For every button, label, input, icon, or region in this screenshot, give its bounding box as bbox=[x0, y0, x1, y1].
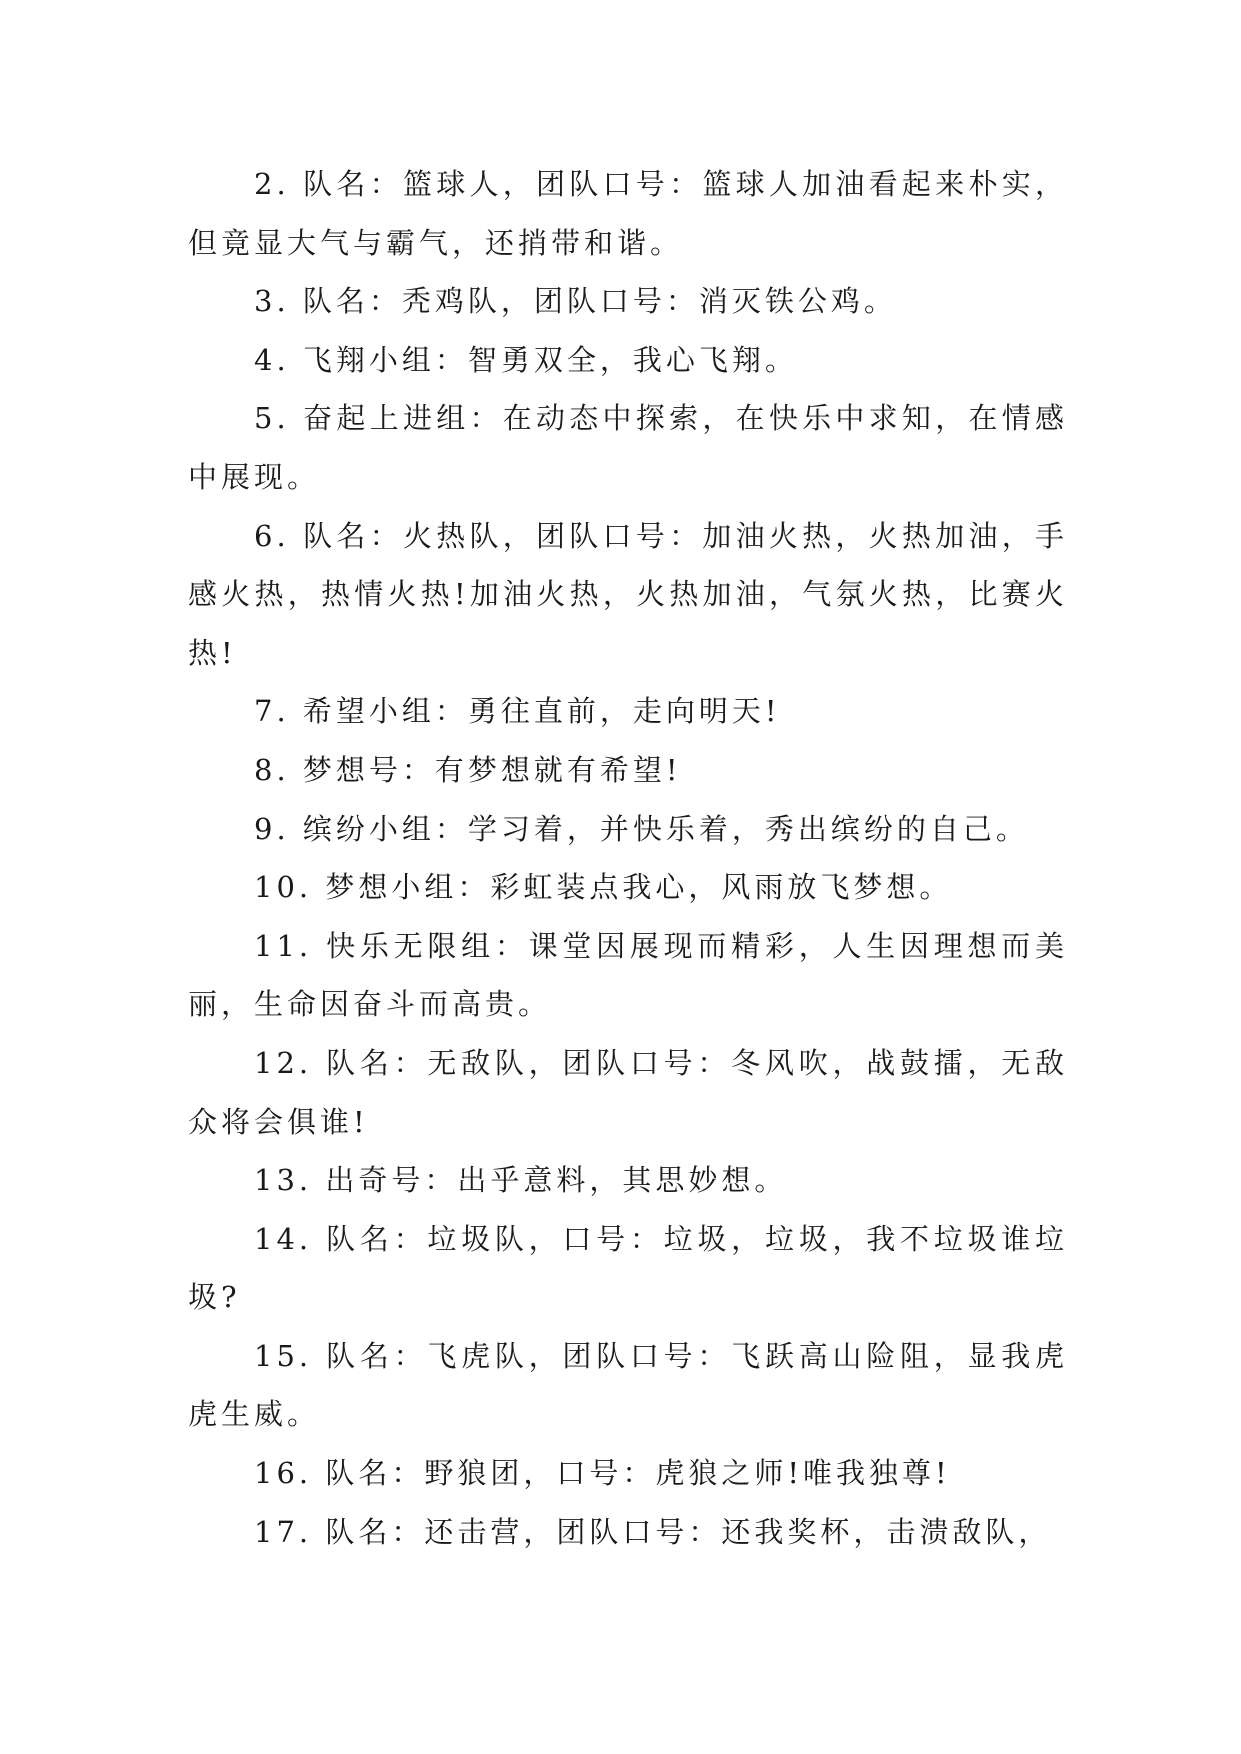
paragraph-item-15: 15. 队名：飞虎队，团队口号：飞跃高山险阻，显我虎虎生威。 bbox=[188, 1338, 1068, 1432]
paragraph-item-7: 7. 希望小组：勇往直前，走向明天! bbox=[254, 694, 781, 729]
paragraph-item-2: 2. 队名：篮球人，团队口号：篮球人加油看起来朴实，但竟显大气与霸气，还捎带和谐。 bbox=[188, 167, 1068, 260]
paragraph-item-11: 11. 快乐无限组：课堂因展现而精彩，人生因理想而美丽，生命因奋斗而高贵。 bbox=[188, 928, 1068, 1022]
paragraph-item-17: 17. 队名：还击营，团队口号：还我奖杯，击溃敌队， bbox=[254, 1514, 1052, 1549]
paragraph-item-13: 13. 出奇号：出乎意料，其思妙想。 bbox=[254, 1163, 788, 1198]
paragraph-item-4: 4. 飞翔小组：智勇双全，我心飞翔。 bbox=[254, 342, 798, 377]
paragraph-item-14: 14. 队名：垃圾队，口号：垃圾，垃圾，我不垃圾谁垃圾? bbox=[188, 1221, 1068, 1315]
paragraph-item-12: 12. 队名：无敌队，团队口号：冬风吹，战鼓擂，无敌众将会俱谁! bbox=[188, 1045, 1068, 1139]
paragraph-item-6: 6. 队名：火热队，团队口号：加油火热，火热加油，手感火热，热情火热!加油火热，火热加油，气氛火热，比赛火热! bbox=[188, 518, 1068, 670]
paragraph-item-5: 5. 奋起上进组：在动态中探索，在快乐中求知，在情感中展现。 bbox=[188, 401, 1068, 494]
paragraph-item-9: 9. 缤纷小组：学习着，并快乐着，秀出缤纷的自己。 bbox=[254, 811, 1029, 846]
paragraph-item-16: 16. 队名：野狼团，口号：虎狼之师!唯我独尊! bbox=[254, 1456, 951, 1491]
paragraph-item-3: 3. 队名：秃鸡队，团队口号：消灭铁公鸡。 bbox=[254, 284, 897, 319]
document-body bbox=[188, 155, 1068, 1561]
paragraph-item-8: 8. 梦想号：有梦想就有希望! bbox=[254, 752, 682, 787]
paragraph-item-10: 10. 梦想小组：彩虹装点我心，风雨放飞梦想。 bbox=[254, 870, 953, 905]
